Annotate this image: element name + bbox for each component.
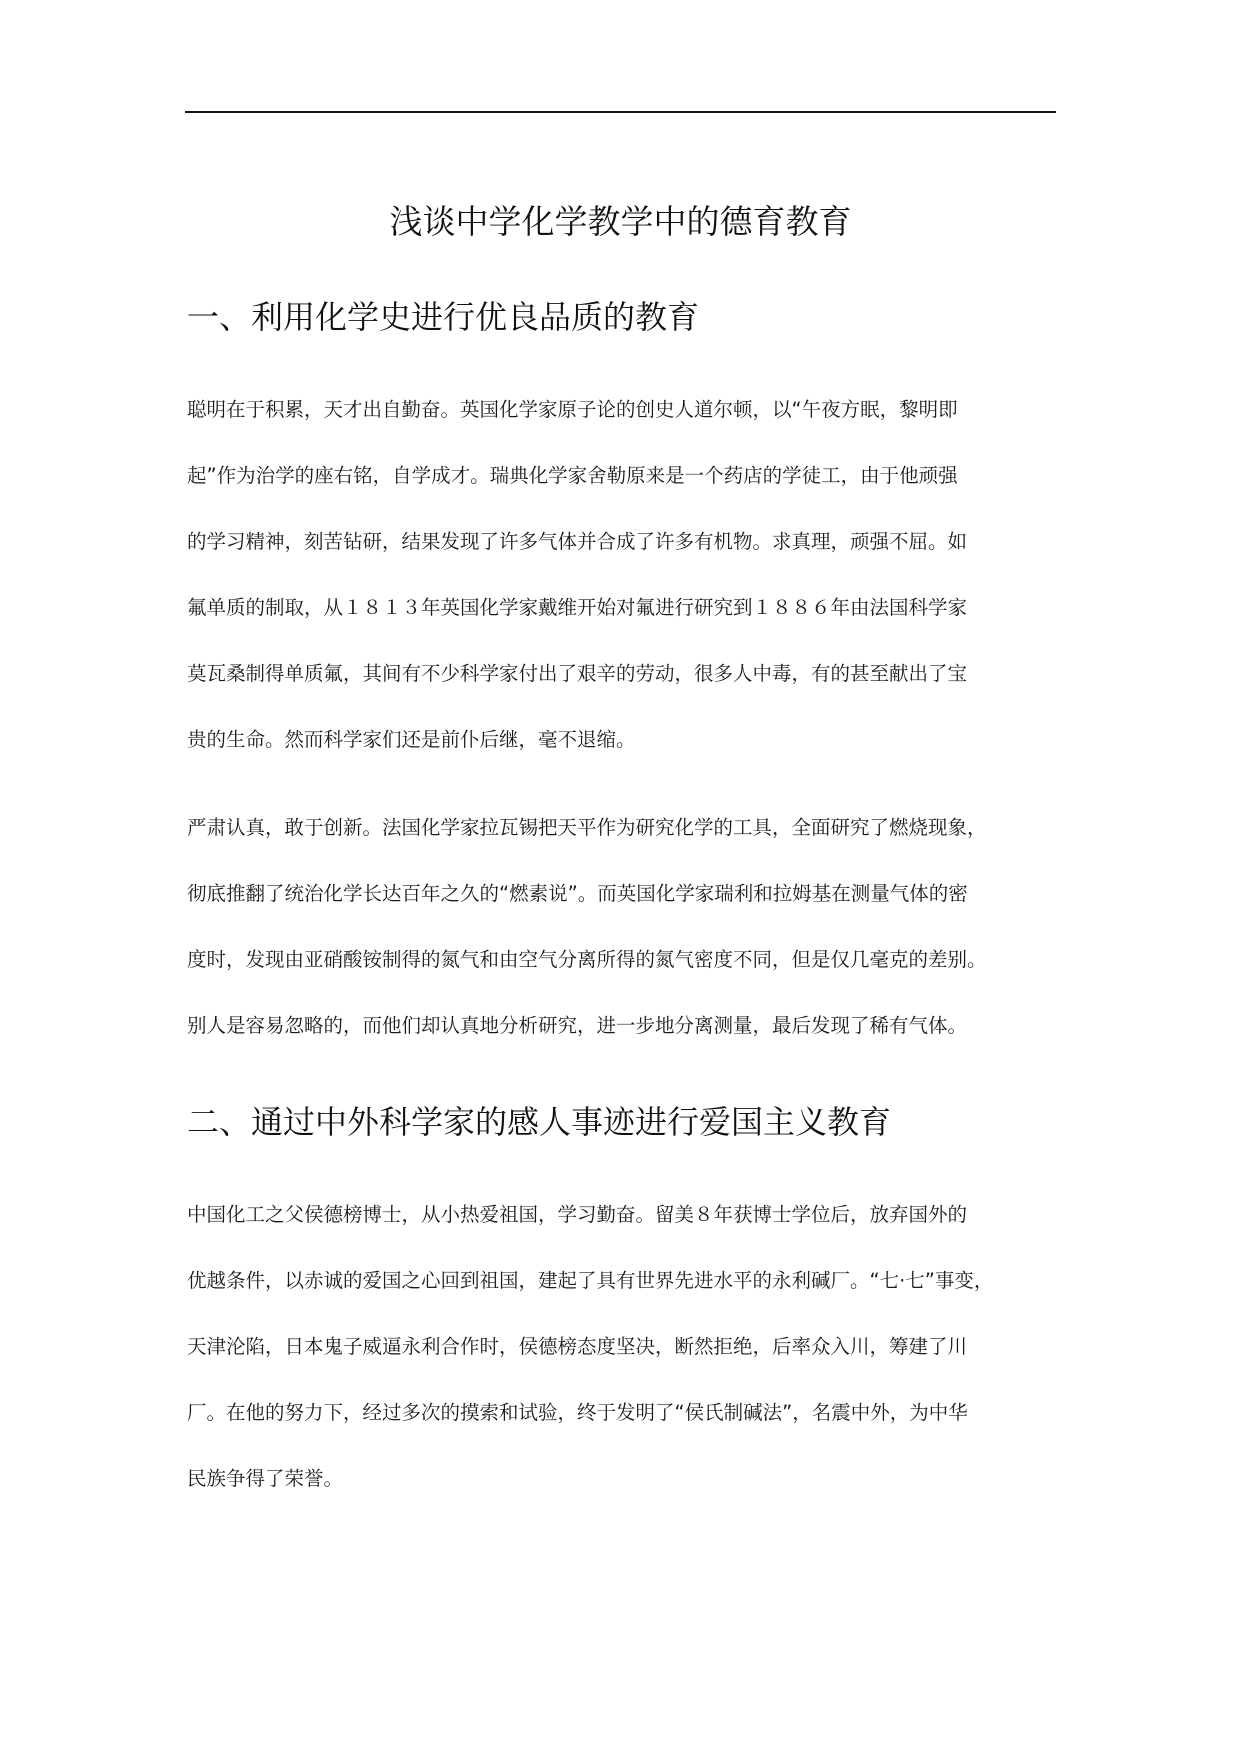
paragraph-line: 贵的生命。然而科学家们还是前仆后继，毫不退缩。 xyxy=(187,728,636,751)
paragraph-line: 的学习精神，刻苦钻研，结果发现了许多气体并合成了许多有机物。求真理，顽强不屈。如 xyxy=(187,530,968,553)
paragraph-line: 优越条件，以赤诚的爱国之心回到祖国，建起了具有世界先进水平的永利碱厂。“七·七”事变， xyxy=(187,1269,994,1292)
paragraph-line: 度时，发现由亚硝酸铵制得的氮气和由空气分离所得的氮气密度不同，但是仅几毫克的差别。 xyxy=(187,948,987,971)
section-heading-2: 二、通过中外科学家的感人事迹进行爱国主义教育 xyxy=(187,1103,892,1141)
paragraph-line: 彻底推翻了统治化学长达百年之久的“燃素说”。而英国化学家瑞利和拉姆基在测量气体的密 xyxy=(187,882,968,905)
paragraph-line: 别人是容易忽略的，而他们却认真地分析研究，进一步地分离测量，最后发现了稀有气体。 xyxy=(187,1014,968,1037)
paragraph-line: 起”作为治学的座右铭，自学成才。瑞典化学家舍勒原来是一个药店的学徒工，由于他顽强 xyxy=(187,464,958,487)
section-heading-1: 一、利用化学史进行优良品质的教育 xyxy=(187,298,700,336)
paragraph-line: 民族争得了荣誉。 xyxy=(187,1467,344,1490)
header-rule xyxy=(185,111,1056,113)
paragraph-line: 厂。在他的努力下，经过多次的摸索和试验，终于发明了“侯氏制碱法”，名震中外，为中华 xyxy=(187,1401,968,1424)
paragraph-line: 聪明在于积累，天才出自勤奋。英国化学家原子论的创史人道尔顿，以“午夜方眠，黎明即 xyxy=(187,398,958,421)
paragraph-line: 天津沦陷，日本鬼子威逼永利合作时，侯德榜态度坚决，断然拒绝，后率众入川，筹建了川 xyxy=(187,1335,968,1358)
paragraph-line: 莫瓦桑制得单质氟，其间有不少科学家付出了艰辛的劳动，很多人中毒，有的甚至献出了宝 xyxy=(187,662,968,685)
paragraph-line: 中国化工之父侯德榜博士，从小热爱祖国，学习勤奋。留美８年获博士学位后，放弃国外的 xyxy=(187,1203,968,1226)
paragraph-line: 氟单质的制取，从１８１３年英国化学家戴维开始对氟进行研究到１８８６年由法国科学家 xyxy=(187,596,968,619)
document-title: 浅谈中学化学教学中的德育教育 xyxy=(389,202,852,241)
paragraph-line: 严肃认真，敢于创新。法国化学家拉瓦锡把天平作为研究化学的工具，全面研究了燃烧现象， xyxy=(187,816,987,839)
